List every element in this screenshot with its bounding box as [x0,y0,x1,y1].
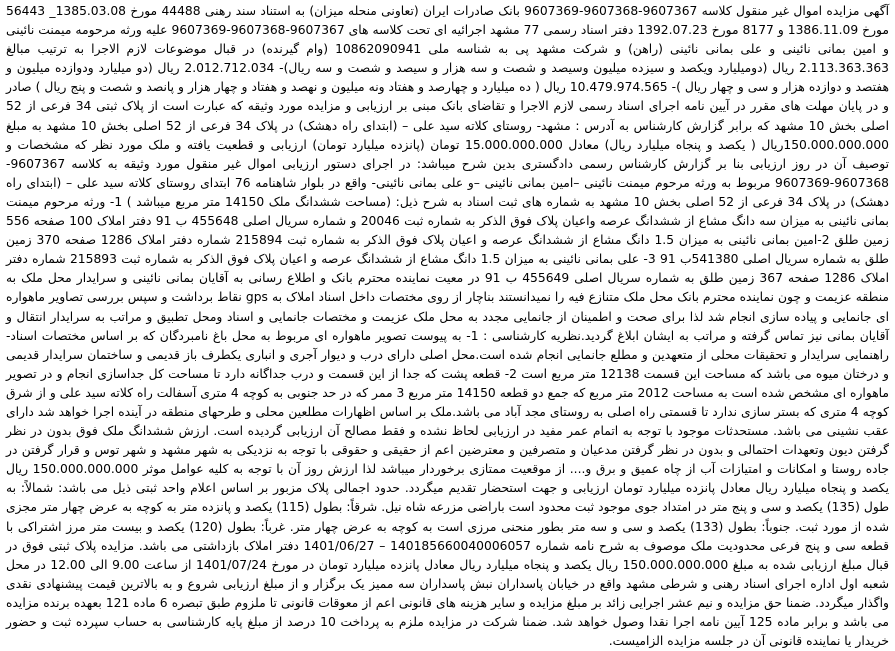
notice-body-text: آگهی مزایده اموال غیر منقول کلاسه 9607367-9607368-9607369 بانک صادرات ایران (تعاونی منحله میزان) به استناد سند رهنی 44488 مورخ 1385.03.08_ 56443 مورخ 1386.11.09 و 8177 مورخ 1392.07.23 دفتر اسناد رسمی 77 مشهد اجرائیه ای تحت کلاسه های 9607367-9607368-9607369 علیه ورثه مرحومه میمنت نائینی و امین بمانی نائینی و علی بمانی نائینی (راهن) و شرکت مشهد پی به شناسه ملی 10862090941 (وام گیرنده) در قبال موضوعات لازم الاجرا به ترتیب مبالغ 2.113.363.363 ریال (دومیلیارد ویکصد و سیزده میلیون وسیصد و شصت و سه هزار و سیصد و شصت و سه ریال)- 2.012.712.034 ریال (دو میلیارد ودوازده میلیون و هفتصد و دوازده هزار و سی و چهار ریال )- 10.479.974.565 ریال ( ده میلیارد و چهارصد و هفتاد ونه میلیون و نهصد و هفتاد و چهار هزار و پانصد و شصت و پنج ریال ) صادر و در پایان مهلت های مقرر در آیین نامه اجرای اسناد رسمی لازم الاجرا و تقاضای بانک مبنی بر ارزیابی و مزایده مورد وثیقه که عبارت است از پلاک ثبتی 34 فرعی از 52 اصلی بخش 10 مشهد که برابر گزارش کارشناس به آدرس : مشهد- روستای کلاته سید علی – (ابتدای راه دهشک) در پلاک 34 فرعی از 52 اصلی بخش 10 مشهد به مبلغ 150.000.000.000ریال ( یکصد و پنجاه میلیارد ریال) معادل 15.000.000.000 تومان (پانزده میلیارد تومان) ارزیابی و قطعیت یافته و ملک مورد نظر که مشخصات و توصیف آن در روز ارزیابی بنا بر گزارش کارشناس رسمی دادگستری بدین شرح میباشد: در اجرای دستور ارزیابی اموال غیر منقول مورد وثیقه به کلاسه 9607367-9607368-9607369 مربوط به ورثه مرحوم میمنت نائینی –امین بمانی نائینی –و علی بمانی نائینی- واقع در بلوار شاهنامه 76 ابتدای روستای کلاته سید علی – (ابتدای راه دهشک) در پلاک 34 فرعی از 52 اصلی بخش 10 مشهد به شماره های ثبت اسناد به شرح ذیل: (مساحت ششدانگ ملک 14150 متر مربع میباشد ) 1- ورثه مرحوم میمنت بمانی نائینی به میزان سه دانگ مشاع از ششدانگ عرصه واعیان پلاک فوق الذکر به شماره ثبت 20046 و شماره سریال اصلی 455648 ب 91 دفتر املاک 100 صفحه 556 زمین طلق 2-امین بمانی نائینی به میزان 1.5 دانگ مشاع از ششدانگ عرصه و اعیان پلاک فوق الذکر به شماره ثبت 215894 شماره دفتر املاک 1286 صفحه 370 زمین طلق به شماره سریال اصلی 541380ب 91 3- علی بمانی نائینی به میزان 1.5 دانگ مشاع از ششدانگ عرصه و اعیان پلاک فوق الذکر به شماره ثبت 215893 شماره دفتر املاک 1286 صفحه 367 زمین طلق به شماره سریال اصلی 455649 ب 91 در معیت نماینده محترم بانک و اطلاع رسانی به آقایان بمانی نائینی و سرایدار محل ملک به منطقه عزیمت و چون نماینده محترم بانک محل ملک متنازع فیه را نمیدانستند بناچار از روی مختصات داخل اسناد املاک به gps نقاط برداشت و سپس بررسی تصاویر ماهواره ای جانمایی و پیاده سازی انجام شد لذا برای صحت و اطمینان از جانمایی مجدد به محل ملک عزیمت و مختصات جانمایی و اسناد ومحل تطبیق و مراتب به سرایدار انتقال و آقایان بمانی نیز تماس گرفته و مراتب به ایشان ابلاغ گردید.نظریه کارشناسی : 1- به پیوست تصویر ماهواره ای مربوط به محل باغ نامبردگان که بر اساس مختصات اسناد- راهنمایی سرایدار و تحقیقات محلی از متعهدین و مطلع جانمایی انجام شده است.محل اصلی دارای درب و دیوار آجری و انباری یکطرف باز قدیمی و ساختمان سرایدار قدیمی و درختان میوه می باشد که مساحت این قسمت 12138 متر مربع است 2- قطعه پشت که جدا از این قسمت و درب جداگانه دارد تا مساحت کل جداسازی انجام و در تصویر ماهواره ای مشخص شده است به مساحت 2012 متر مربع که جمع دو قطعه 14150 متر مربع 3 ممر که در حد جنوبی به کوچه 4 متری آسفالت راه کلاته سید علی و از شرق کوچه 4 متری که بستر سازی ندارد تا قسمتی راه اصلی به روستای مجد آباد می باشد.ملک بر اساس اظهارات مطلعین محلی و طرحهای منطقه در آینده اجرا خواهد شد دارای عقب نشینی می باشد. مستحدثات موجود با توجه به اتمام عمر مفید در ارزیابی لحاظ نشده و فقط مصالح آن ارزیابی گردیده است. ارزش ششدانگ ملک فوق بدون در نظر گرفتن دیون وتعهدات احتمالی و بدون در نظر گرفتن مدعیان و متصرفین و معترضین اعم از حقیقی و حقوقی با توجه به نزدیکی به شهر مشهد و شهر توس و قرار گرفتن در جاده روستا و امکانات و امتیازات آب از چاه عمیق و برق و.... از موقعیت ممتازی برخوردار میباشد لذا ارزش روز آن با توجه به کلیه عوامل موثر 150.000.000.000 ریال یکصد و پنجاه میلیارد ریال معادل پانزده میلیارد تومان ارزیابی و جهت استحضار تقدیم میگردد. حدود اجمالی پلاک مزبور بر اساس اعلام واحد ثبتی ذیل می باشد: شمالاً: به طول (135) یکصد و سی و پنج متر در امتداد جوی موجود ثبت محدود است باراضی مزرعه شاه نیل. شرقاً: بطول (115) یکصد و پانزده متر به کوچه به عرض چهار متر مجزی شده از مورد ثبت. جنوباً: بطول (133) یکصد و سی و سه متر بطور منحنی مرزی است به کوچه به عرض چهار متر. غرباً: بطول (120) یکصد و بیست متر مرز اشتراکی با قطعه سی و پنج فرعی محدودیت ملک موصوف به شرح نامه شماره 140185660040006057 – 1401/06/27 دفتر املاک بازداشتی می باشد. مزایده پلاک ثبتی فوق در قبال مبلغ ارزیابی شده به مبلغ 150.000.000.000 ریال یکصد و پنجاه میلیارد ریال معادل پانزده میلیارد تومان در مورخ 1401/07/24 از ساعت 9.00 الی 12.00 در محل شعبه اول اداره اجرای اسناد رهنی و شرطی مشهد واقع در خیابان پاسداران نبش پاسداران سه ممیز یک برگزار و از مبلغ ارزیابی شروع و به بالاترین قیمت پیشنهادی نقدی واگذار میگردد. ضمنا حق مزایده و نیم عشر اجرایی زائد بر مبلغ مزایده و سایر هزینه های قانونی اعم از معوقات قانونی تا ملزوم طبق تبصره 6 ماده 121 بعهده برنده مزایده می باشد و برابر ماده 125 آیین نامه اجرا نقدا وصول خواهد شد. ضمنا شرکت در مزایده ملزم به پرداخت 10 درصد از مبلغ پایه کارشناسی به حساب سپرده ثبت و حضور خریدار یا نماینده قانونی آن در جلسه مزایده الزامیست. [6,4,890,649]
